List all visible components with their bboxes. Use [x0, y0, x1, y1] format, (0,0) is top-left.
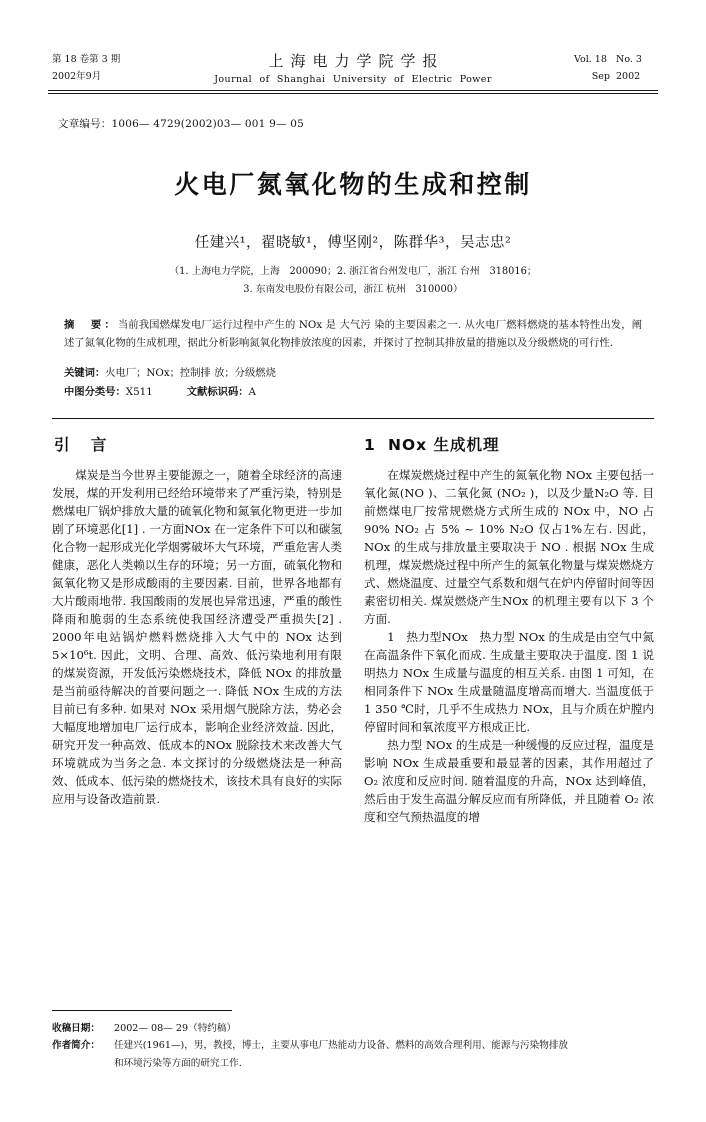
abstract — [64, 316, 642, 353]
document-code-value: A — [248, 386, 256, 399]
classification — [64, 383, 642, 402]
journal-title-cn: 上海电力学院学报 — [268, 52, 445, 70]
affiliation-line-2: 3. 东南发电股份有限公司，浙江 杭州 310000） — [243, 283, 463, 295]
keywords-text: 火电厂；NOx；控制排 放；分级燃烧 — [105, 367, 276, 380]
clc-value: X511 — [125, 386, 153, 399]
section-heading-introduction: 引 言 — [54, 436, 115, 455]
author-list: 任建兴¹，翟晓敏¹，傅坚刚²，陈群华³，吴志忠² — [194, 235, 512, 252]
running-head — [48, 52, 658, 85]
affiliation-line-1: （1. 上海电力学院，上海 200090；2. 浙江省台州发电厂，浙江 台州 318016； — [169, 266, 537, 278]
journal-title-en: Journal of Shanghai University of Electric Power — [214, 74, 492, 85]
author-bio-line-1: 任建兴(1961—)，男，教授，博士，主要从事电厂热能动力设备、燃料的高效合理利用、能源与污染物排放 — [114, 1040, 569, 1052]
article-number — [48, 116, 658, 131]
article-number-value: 1006— 4729(2002)03— 001 9— 05 — [111, 118, 304, 131]
volume-issue: 第 18 卷第 3 期 — [52, 54, 121, 65]
paragraph: 热力型 NOx 的生成是一种缓慢的反应过程，温度是影响 NOx 生成最重要和最显著的因素，其作用超过了 O₂ 浓度和反应时间. 随着温度的升高，NOx 达到峰值，然后由于发生高温分解反应而有所降低，并且随着 O₂ 浓度和空气预热温度的增 — [364, 738, 654, 824]
paragraph: 煤炭是当今世界主要能源之一，随着全球经济的高速发展，煤的开发利用已经给环境带来了严重污染，特别是燃煤电厂锅炉排放大量的硫氧化物和氮氧化物更进一步加剧了环境恶化[1] . 一方面NOx 在一定条件下可以和碳氢化合物一起形成光化学烟雾破坏大气环境，严重危害人类健康，恶化人类赖以生存的环境；另一方面，硫氧化物和氮氧化物又是形成酸雨的主要因素. 目前，世界各地都有大片酸雨地带. 我国酸雨的发展也异常迅速，严重的酸性降雨和脆弱的生态系统使我国经济遭受严重损失[2] . 2000年电站锅炉燃料燃烧排入大气中的 NOx 达到 5×10⁶t. 因此，文明、合理、高效、低污染地利用有限的煤炭资源，开发低污染燃烧技术，降低 NOx 的排放量是当前亟待解决的首要问题之一. 降低 NOx 生成的方法目前已有多种. 如果对 NOx 采用烟气脱除方法，势必会大幅度地增加电厂运行成本，影响企业经济效益. 因此，研究开发一种高效、低成本的NOx 脱除技术来改善大气环境就成为当务之急. 本文探讨的分级燃烧法是一种高效、低成本、低污染的燃烧技术，该技术具有良好的实际应用与设备改造前景. — [52, 468, 342, 806]
clc-label: 中图分类号： — [64, 386, 126, 399]
author-bio-label: 作者简介： — [52, 1040, 100, 1052]
paragraph: 1 热力型NOx 热力型 NOx 的生成是由空气中氮在高温条件下氧化而成. 生成量主要取决于温度. 图 1 说明热力 NOx 生成量与温度的相互关系. 由图 1 可知，在相同条件下 NOx 生成量随温度增高而增大. 当温度低于 1 350 ℃时，几乎不生成热力 NOx，且与介质在炉膛内停留时间和氧浓度平方根成正比. — [364, 630, 654, 735]
paragraph: 在煤炭燃烧过程中产生的氮氧化物 NOx 主要包括一氧化氮(NO )、二氧化氮 (NO₂ )，以及少量N₂O 等. 目前燃煤电厂按常规燃烧方式所生成的 NOx 中，NO 占 90% NO₂ 占 5% ~ 10% N₂O 仅占1%左右. 因此，NOx 的生成与排放量主要取决于 NO . 根据 NOx 生成机理，煤炭燃烧过程中所产生的氮氧化物量与煤炭燃烧方式、燃烧温度、过量空气系数和烟气在炉内停留时间等因素密切相关. 煤炭燃烧产生NOx 的机理主要有以下 3 个方面. — [364, 468, 654, 627]
section-heading-nox-mechanism — [364, 433, 654, 455]
volume-label: Vol. 18 — [574, 54, 607, 65]
article-number-label: 文章编号： — [58, 118, 112, 131]
author-bio — [52, 1037, 662, 1054]
page-title: 火电厂氮氧化物的生成和控制 — [174, 170, 532, 200]
abstract-divider — [52, 418, 654, 419]
keywords-section — [64, 364, 642, 402]
keywords-label: 关键词： — [64, 367, 106, 380]
body-columns — [48, 433, 658, 826]
footnotes — [52, 1020, 662, 1072]
received-date — [52, 1020, 662, 1037]
year-label: 2002 — [616, 70, 641, 82]
month-label: Sep — [591, 70, 610, 82]
abstract-text: 当前我国燃煤发电厂运行过程中产生的 NOx 是 大气污 染的主要因素之一. 从火电厂燃料燃烧的基本特性出发，阐述了氮氧化物的生成机理，据此分析影响氮氧化物排放浓度的因素，并探讨了控制其排放量的措施以及分级燃烧的可行性. — [64, 318, 643, 350]
received-date-label: 收稿日期： — [52, 1023, 100, 1034]
author-bio-continuation: 和环境污染等方面的研究工作. — [114, 1057, 242, 1069]
footnote-divider — [52, 1010, 232, 1011]
section-title: NOx 生成机理 — [388, 436, 500, 455]
left-column — [52, 433, 342, 826]
document-code-label: 文献标识码： — [186, 386, 249, 399]
keywords — [64, 364, 642, 383]
running-head-right — [504, 52, 654, 85]
received-date-value: 2002— 08— 29（特约稿） — [114, 1023, 237, 1034]
header-divider — [48, 90, 658, 94]
running-head-center — [202, 50, 504, 85]
running-head-left — [52, 52, 202, 85]
publication-date-cn: 2002年9月 — [52, 70, 102, 82]
volume-number-en — [504, 52, 654, 69]
right-column — [364, 433, 654, 826]
issue-label: No. 3 — [616, 54, 642, 65]
section-number: 1 — [364, 436, 376, 455]
publication-date-en — [504, 69, 654, 86]
abstract-label: 摘 要： — [64, 318, 118, 331]
affiliations — [48, 263, 658, 297]
